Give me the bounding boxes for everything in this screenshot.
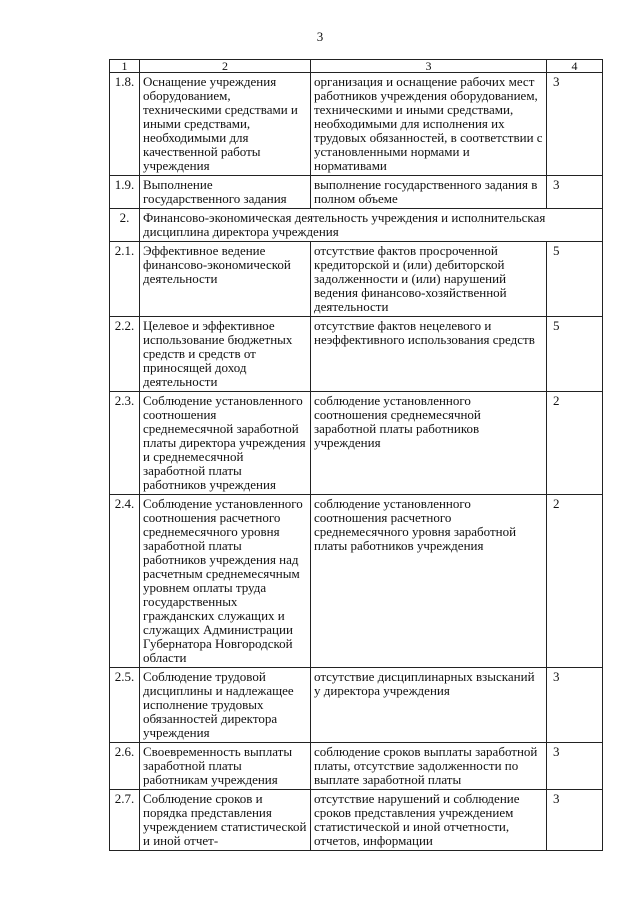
row-number: 1.8. xyxy=(110,73,140,176)
row-number: 2.3. xyxy=(110,392,140,495)
row-number: 1.9. xyxy=(110,176,140,209)
criterion-cell: Соблюдение сроков и порядка представления учреждением статистической и иной отчет- xyxy=(140,790,311,851)
column-number-cell: 4 xyxy=(547,60,603,73)
condition-cell: соблюдение установленного соотношения расчетного среднемесячного уровня заработной платы работников учреждения xyxy=(311,495,547,668)
points-cell: 2 xyxy=(547,495,603,668)
points-cell: 3 xyxy=(547,176,603,209)
table-row xyxy=(110,317,603,392)
row-number: 2.5. xyxy=(110,668,140,743)
table-row xyxy=(110,242,603,317)
section-row xyxy=(110,209,603,242)
points-cell: 3 xyxy=(547,73,603,176)
page-number: 3 xyxy=(316,29,324,44)
row-number: 2.1. xyxy=(110,242,140,317)
criterion-cell: Соблюдение установленного соотношения расчетного среднемесячного уровня заработной платы работников учреждения над расчетным среднемесячным уровнем оплаты труда государственных гражданских служащих и служащих Администрации Губернатора Новгородской области xyxy=(140,495,311,668)
table-row xyxy=(110,790,603,851)
criterion-cell: Эффективное ведение финансово-экономической деятельности xyxy=(140,242,311,317)
table-row xyxy=(110,73,603,176)
table-row xyxy=(110,668,603,743)
condition-cell: отсутствие нарушений и соблюдение сроков представления учреждением статистической и иной отчетности, отчетов, информации xyxy=(311,790,547,851)
table-row xyxy=(110,743,603,790)
condition-cell: отсутствие фактов просроченной кредиторской и (или) дебиторской задолженности и (или) нарушений ведения финансово-хозяйственной деятельности xyxy=(311,242,547,317)
column-number-cell: 3 xyxy=(311,60,547,73)
criterion-cell: Выполнение государственного задания xyxy=(140,176,311,209)
criterion-cell: Оснащение учреждения оборудованием, техническими средствами и иными средствами, необходимыми для качественной работы учреждения xyxy=(140,73,311,176)
table-row xyxy=(110,176,603,209)
column-number-cell: 2 xyxy=(140,60,311,73)
condition-cell: отсутствие дисциплинарных взысканий у директора учреждения xyxy=(311,668,547,743)
row-number: 2.6. xyxy=(110,743,140,790)
criterion-cell: Соблюдение трудовой дисциплины и надлежащее исполнение трудовых обязанностей директора учреждения xyxy=(140,668,311,743)
criterion-cell: Своевременность выплаты заработной платы работникам учреждения xyxy=(140,743,311,790)
condition-cell: организация и оснащение рабочих мест работников учреждения оборудованием, техническими и иными средствами, необходимыми для исполнения их трудовых обязанностей, в соответствии с установленными нормами и нормативами xyxy=(311,73,547,176)
row-number: 2.7. xyxy=(110,790,140,851)
points-cell: 3 xyxy=(547,668,603,743)
row-number: 2.4. xyxy=(110,495,140,668)
section-title: Финансово-экономическая деятельность учреждения и исполнительская дисциплина директора учреждения xyxy=(140,209,603,242)
criterion-cell: Соблюдение установленного соотношения среднемесячной заработной платы директора учреждения и среднемесячной заработной платы работников учреждения xyxy=(140,392,311,495)
condition-cell: соблюдение сроков выплаты заработной платы, отсутствие задолженности по выплате заработной платы xyxy=(311,743,547,790)
column-number-cell: 1 xyxy=(110,60,140,73)
condition-cell: отсутствие фактов нецелевого и неэффективного использования средств xyxy=(311,317,547,392)
condition-cell: выполнение государственного задания в полном объеме xyxy=(311,176,547,209)
table-header-row xyxy=(110,60,603,73)
table-row xyxy=(110,495,603,668)
row-number: 2. xyxy=(110,209,140,242)
points-cell: 5 xyxy=(547,317,603,392)
row-number: 2.2. xyxy=(110,317,140,392)
criterion-cell: Целевое и эффективное использование бюджетных средств и средств от приносящей доход деятельности xyxy=(140,317,311,392)
table-row xyxy=(110,392,603,495)
points-cell: 3 xyxy=(547,743,603,790)
points-cell: 2 xyxy=(547,392,603,495)
points-cell: 3 xyxy=(547,790,603,851)
condition-cell: соблюдение установленного соотношения среднемесячной заработной платы работников учреждения xyxy=(311,392,547,495)
points-cell: 5 xyxy=(547,242,603,317)
criteria-table xyxy=(109,59,603,851)
